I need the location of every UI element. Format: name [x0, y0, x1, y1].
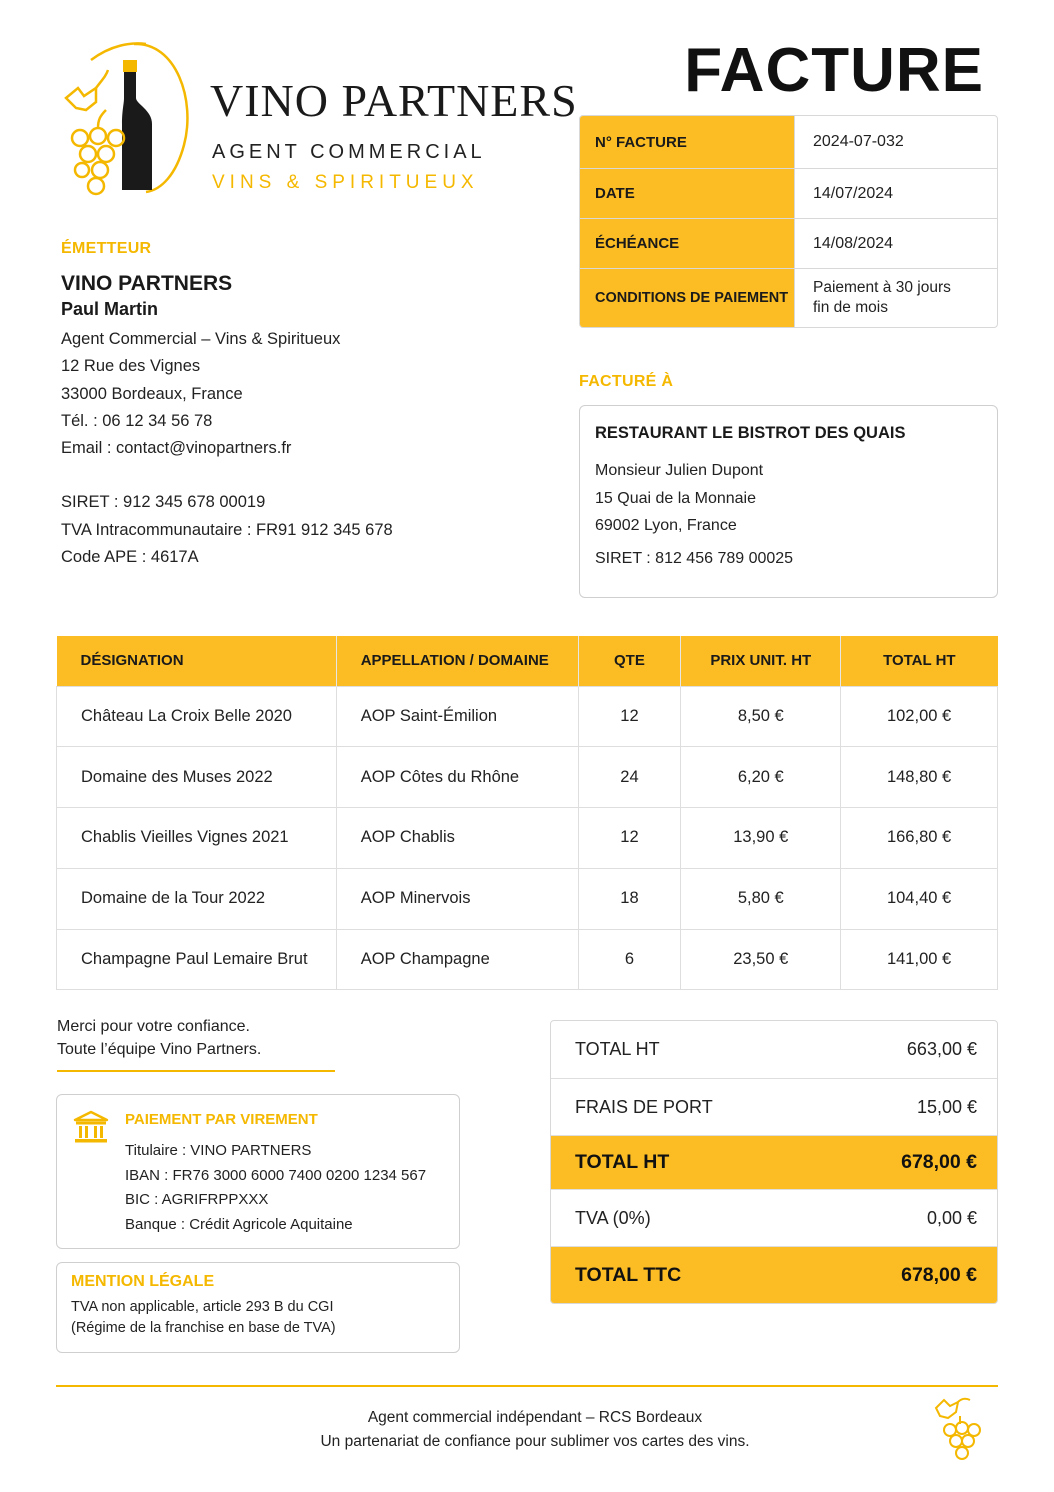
- bank-icon: [73, 1109, 109, 1145]
- meta-row-due: [580, 219, 997, 269]
- item-appellation: AOP Champagne: [336, 929, 578, 990]
- brand-name: VINO PARTNERS: [210, 75, 578, 126]
- shipping-value: 15,00 €: [916, 1096, 977, 1117]
- item-designation: Chablis Vieilles Vignes 2021: [57, 808, 337, 869]
- total-ttc-row: [551, 1247, 997, 1303]
- item-total: 148,80 €: [841, 747, 998, 808]
- meta-row-number: [580, 116, 997, 169]
- payment-title: PAIEMENT PAR VIREMENT: [125, 1111, 318, 1128]
- vat-value: 0,00 €: [926, 1207, 977, 1228]
- payment-terms-line: fin de mois: [813, 299, 888, 316]
- item-designation: Champagne Paul Lemaire Brut: [57, 929, 337, 990]
- payment-details: [125, 1139, 426, 1237]
- subtotal-label: TOTAL HT: [575, 1039, 660, 1059]
- grapes-icon: [930, 1396, 988, 1466]
- item-appellation: AOP Chablis: [336, 808, 578, 869]
- payment-terms-label: CONDITIONS DE PAIEMENT: [580, 269, 795, 327]
- item-quantity: 24: [578, 747, 681, 808]
- item-quantity: 12: [578, 808, 681, 869]
- brand-subtitle: AGENT COMMERCIAL: [212, 141, 486, 163]
- item-unit-price: 8,50 €: [681, 686, 841, 747]
- invoice-title: FACTURE: [684, 36, 984, 105]
- emitter-address-line: 12 Rue des Vignes: [61, 357, 201, 376]
- client-name: RESTAURANT LE BISTROT DES QUAIS: [595, 424, 906, 442]
- due-date-value: 14/08/2024: [813, 234, 894, 252]
- invoice-meta-table: [579, 115, 998, 328]
- item-designation: Domaine de la Tour 2022: [57, 868, 337, 929]
- table-header-row: [57, 636, 998, 686]
- item-appellation: AOP Saint-Émilion: [336, 686, 578, 747]
- item-designation: Château La Croix Belle 2020: [57, 686, 337, 747]
- date-label: DATE: [580, 169, 795, 218]
- client-siret: SIRET : 812 456 789 00025: [595, 549, 794, 567]
- item-quantity: 18: [578, 868, 681, 929]
- total-ht-row: [551, 1136, 997, 1190]
- emitter-section-label: ÉMETTEUR: [61, 240, 152, 257]
- thanks-line: Toute l’équipe Vino Partners.: [57, 1041, 262, 1058]
- table-row: [57, 686, 998, 747]
- grapes-bottle-icon: [56, 40, 196, 200]
- brand-tagline: VINS & SPIRITUEUX: [212, 172, 479, 193]
- legal-notice-box: [56, 1262, 460, 1353]
- total-ht-value: 678,00 €: [901, 1151, 977, 1173]
- emitter-vat-number: TVA Intracommunautaire : FR91 912 345 678: [61, 520, 393, 539]
- due-date-label: ÉCHÉANCE: [580, 219, 795, 268]
- client-address-line: 69002 Lyon, France: [595, 517, 737, 534]
- legal-line: (Régime de la franchise en base de TVA): [71, 1320, 336, 1336]
- vat-label: TVA (0%): [575, 1207, 651, 1228]
- total-ht-label: TOTAL HT: [575, 1151, 670, 1173]
- bic: BIC : AGRIFRPPXXX: [125, 1191, 269, 1208]
- legal-title: MENTION LÉGALE: [71, 1273, 215, 1290]
- table-row: [57, 808, 998, 869]
- item-designation: Domaine des Muses 2022: [57, 747, 337, 808]
- payment-terms-value: [795, 269, 997, 327]
- iban: IBAN : FR76 3000 6000 7400 0200 1234 567: [125, 1166, 427, 1184]
- column-header: APPELLATION / DOMAINE: [336, 636, 578, 686]
- emitter-person: Paul Martin: [61, 299, 159, 319]
- divider: [57, 1070, 335, 1072]
- subtotal-value: 663,00 €: [906, 1039, 977, 1059]
- date-value: 14/07/2024: [813, 184, 894, 202]
- account-holder: Titulaire : VINO PARTNERS: [125, 1142, 312, 1159]
- shipping-label: FRAIS DE PORT: [575, 1096, 713, 1117]
- item-unit-price: 5,80 €: [681, 868, 841, 929]
- payment-terms-line: Paiement à 30 jours: [813, 279, 951, 296]
- invoice-number-value: 2024-07-032: [813, 133, 904, 150]
- column-header: TOTAL HT: [841, 636, 998, 686]
- item-appellation: AOP Minervois: [336, 868, 578, 929]
- column-header: DÉSIGNATION: [57, 636, 337, 686]
- emitter-siret: SIRET : 912 345 678 00019: [61, 493, 266, 512]
- footer-text: [0, 1406, 1054, 1454]
- thanks-line: Merci pour votre confiance.: [57, 1018, 250, 1035]
- client-address-line: 15 Quai de la Monnaie: [595, 489, 756, 507]
- meta-row-terms: [580, 269, 997, 327]
- table-row: [57, 747, 998, 808]
- shipping-row: [551, 1079, 997, 1136]
- emitter-ape-code: Code APE : 4617A: [61, 548, 199, 567]
- item-quantity: 6: [578, 929, 681, 990]
- line-items-table: [56, 636, 998, 990]
- item-total: 102,00 €: [841, 686, 998, 747]
- item-unit-price: 6,20 €: [681, 747, 841, 808]
- table-row: [57, 929, 998, 990]
- invoice-number-label: N° FACTURE: [580, 116, 795, 168]
- item-unit-price: 23,50 €: [681, 929, 841, 990]
- column-header: QTE: [578, 636, 681, 686]
- meta-row-date: [580, 169, 997, 219]
- bank-name: Banque : Crédit Agricole Aquitaine: [125, 1215, 353, 1233]
- emitter-address-line: 33000 Bordeaux, France: [61, 384, 243, 403]
- emitter-company: VINO PARTNERS: [61, 272, 233, 295]
- thanks-message: [57, 1015, 261, 1061]
- payment-box: [56, 1094, 460, 1249]
- emitter-block: [61, 272, 393, 571]
- billed-to-section-label: FACTURÉ À: [579, 373, 674, 390]
- subtotal-row: [551, 1021, 997, 1079]
- column-header: PRIX UNIT. HT: [681, 636, 841, 686]
- emitter-email: Email : contact@vinopartners.fr: [61, 439, 292, 458]
- emitter-role: Agent Commercial – Vins & Spiritueux: [61, 330, 341, 348]
- total-ttc-value: 678,00 €: [901, 1263, 977, 1286]
- legal-line: TVA non applicable, article 293 B du CGI: [71, 1299, 334, 1315]
- total-ttc-label: TOTAL TTC: [575, 1263, 682, 1286]
- item-appellation: AOP Côtes du Rhône: [336, 747, 578, 808]
- footer-divider: [56, 1385, 998, 1387]
- item-unit-price: 13,90 €: [681, 808, 841, 869]
- item-total: 104,40 €: [841, 868, 998, 929]
- footer-line: Agent commercial indépendant – RCS Bordeaux: [367, 1409, 703, 1426]
- footer-line: Un partenariat de confiance pour sublimer vos cartes des vins.: [320, 1433, 750, 1450]
- item-total: 141,00 €: [841, 929, 998, 990]
- client-contact: Monsieur Julien Dupont: [595, 462, 764, 479]
- table-row: [57, 868, 998, 929]
- vat-row: [551, 1190, 997, 1247]
- item-total: 166,80 €: [841, 808, 998, 869]
- billed-to-box: [579, 405, 998, 598]
- item-quantity: 12: [578, 686, 681, 747]
- emitter-phone: Tél. : 06 12 34 56 78: [61, 411, 213, 430]
- totals-table: [550, 1020, 998, 1304]
